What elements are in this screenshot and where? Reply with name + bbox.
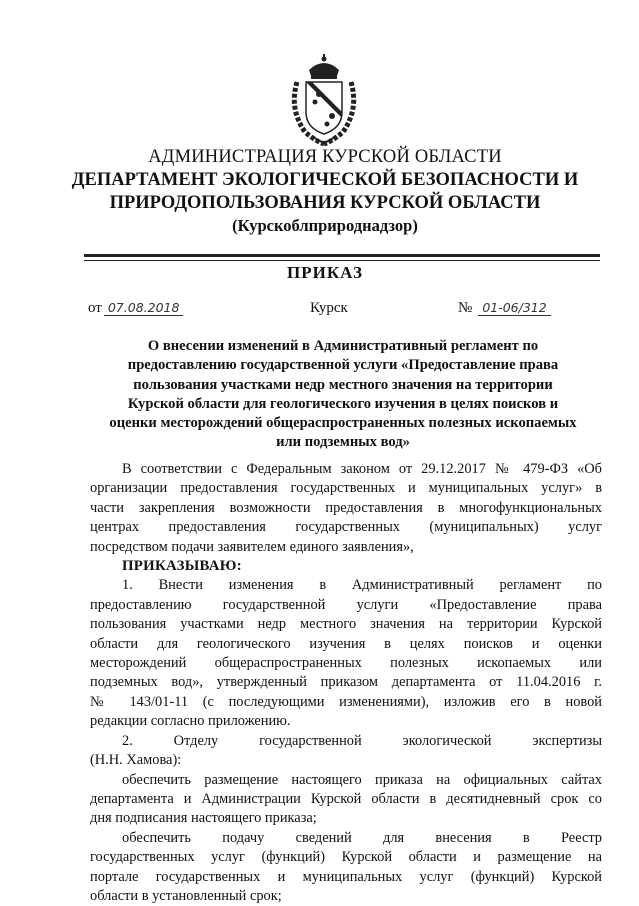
- item-2a-paragraph: [90, 771, 602, 829]
- order-directive: ПРИКАЗЫВАЮ:: [122, 558, 242, 575]
- coat-of-arms-icon: [287, 54, 361, 146]
- item-2b-paragraph: [90, 829, 602, 906]
- text-line: обеспечить подачу сведений для внесения в Реестр: [122, 829, 602, 846]
- text-line: департамента и Администрации Курской области в десятидневный срок со: [90, 790, 602, 807]
- header-divider-thick: [84, 254, 600, 257]
- text-line: месторождений общераспространенных полезных ископаемых или: [90, 655, 602, 672]
- text-line: посредством подачи заявителем единого заявления»,: [90, 538, 414, 555]
- text-line: (Н.Н. Хамова):: [90, 752, 182, 769]
- preamble-paragraph: [90, 460, 602, 557]
- header-department-line1: ДЕПАРТАМЕНТ ЭКОЛОГИЧЕСКОЙ БЕЗОПАСНОСТИ И: [71, 170, 579, 190]
- text-line: области для геологического изучения в целях поисков и оценки: [90, 635, 602, 652]
- text-line: области в установленный срок;: [90, 887, 282, 904]
- text-line: пользования участками недр местного значения на территории Курской: [90, 616, 602, 633]
- text-line: обеспечить размещение настоящего приказа на официальных сайтах: [122, 771, 602, 788]
- text-line: части закрепления возможности предоставления в многофункциональных: [90, 499, 602, 516]
- item-1-paragraph: [90, 576, 602, 731]
- order-body: [90, 460, 602, 906]
- date-prefix: от: [88, 300, 102, 316]
- text-line: портале государственных и муниципальных услуг (функций) Курской: [90, 868, 602, 885]
- header-short-name: (Курскоблприроднадзор): [232, 216, 418, 235]
- text-line: 2. Отделу государственной экологической экспертизы: [122, 732, 602, 749]
- subject-line: О внесении изменений в Административный регламент по: [147, 338, 539, 354]
- order-date: [88, 300, 183, 317]
- document-type-title: ПРИКАЗ: [287, 263, 363, 282]
- subject-line: пользования участками недр местного значения на территории: [133, 376, 553, 393]
- subject-line: предоставлению государственной услуги «Предоставление права: [127, 357, 559, 374]
- subject-line: оценки месторождений общераспространенных полезных ископаемых: [109, 415, 577, 432]
- text-line: подземных вод», утвержденный приказом департамента от 11.04.2016 г.: [90, 674, 602, 691]
- text-line: предоставлению государственной услуги «Предоставление права: [90, 596, 602, 613]
- subject-line: Курской области для геологического изучения в целях поисков и: [127, 395, 559, 412]
- text-line: 1. Внести изменения в Административный регламент по: [122, 577, 602, 594]
- number-handwritten: 01-06/312: [478, 301, 550, 316]
- subject-line: или подземных вод»: [276, 434, 410, 451]
- header-department-line2: ПРИРОДОПОЛЬЗОВАНИЯ КУРСКОЙ ОБЛАСТИ: [109, 193, 541, 213]
- date-handwritten: 07.08.2018: [104, 301, 184, 316]
- text-line: дня подписания настоящего приказа;: [90, 810, 317, 827]
- text-line: государственных услуг (функций) Курской области и размещение на: [90, 849, 602, 866]
- item-2-paragraph: [90, 732, 602, 771]
- order-number: [458, 300, 551, 317]
- text-line: В соответствии с Федеральным законом от 29.12.2017 № 479-ФЗ «Об: [122, 461, 602, 477]
- text-line: центрах предоставления государственных (муниципальных) услуг: [90, 519, 602, 536]
- header-administration: АДМИНИСТРАЦИЯ КУРСКОЙ ОБЛАСТИ: [148, 147, 502, 167]
- text-line: редакции согласно приложению.: [90, 713, 291, 730]
- header-divider-thin: [84, 260, 600, 261]
- order-subject: [84, 337, 602, 453]
- order-city: Курск: [310, 300, 348, 316]
- number-prefix: №: [458, 300, 473, 316]
- text-line: организации предоставления государственных и муниципальных услуг» в: [90, 480, 602, 497]
- text-line: № 143/01-11 (с последующими изменениями), изложив его в новой: [90, 693, 602, 710]
